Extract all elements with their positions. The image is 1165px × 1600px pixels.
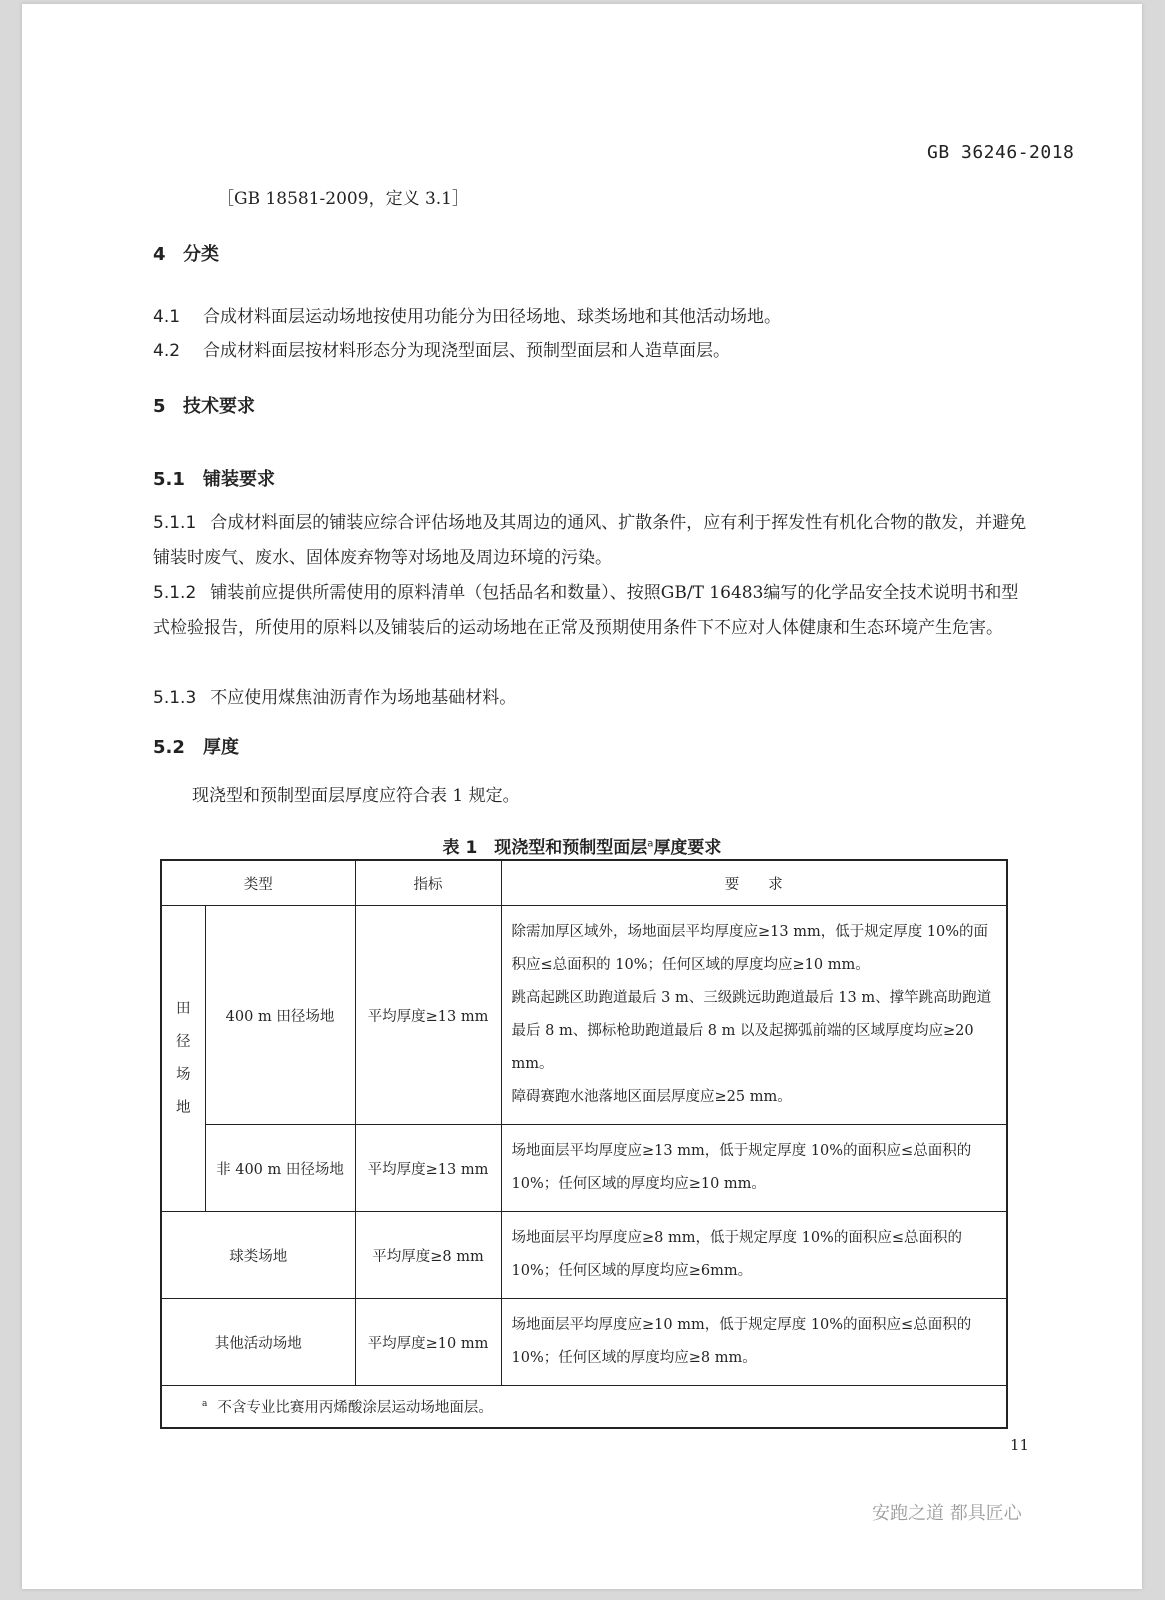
header-requirement: 要 求 [501, 860, 1007, 906]
section-title: 分类 [183, 244, 219, 265]
footnote-mark: a [202, 1399, 208, 1410]
section-title: 铺装要求 [203, 469, 275, 490]
para-number: 4.1 [153, 307, 181, 327]
row-type: 400 m 田径场地 [205, 906, 355, 1125]
para-5-1-3 [153, 681, 1033, 716]
table-row [161, 1299, 1007, 1386]
requirement-line: 除需加厚区域外，场地面层平均厚度应≥13 mm，低于规定厚度 10%的面积应≤总面积的 10%；任何区域的厚度均应≥10 mm。 [511, 924, 989, 973]
header-type: 类型 [161, 860, 355, 906]
table-row [161, 1212, 1007, 1299]
track-group-char: 地 [176, 1099, 191, 1116]
track-group-char: 田 [176, 1000, 191, 1017]
row-indicator: 平均厚度≥10 mm [355, 1299, 501, 1386]
requirement-line: 跳高起跳区助跑道最后 3 m、三级跳远助跑道最后 13 m、撑竿跳高助跑道最后 8 m、掷标枪助跑道最后 8 m 以及起掷弧前端的区域厚度均应≥20 mm。 [511, 990, 992, 1072]
para-4-1 [153, 302, 781, 327]
table-title-text: 表 1 现浇型和预制型面层 [442, 838, 648, 858]
para-text: 合成材料面层运动场地按使用功能分为田径场地、球类场地和其他活动场地。 [203, 307, 781, 327]
section-title: 技术要求 [183, 396, 255, 417]
section-number: 5.2 [153, 737, 185, 758]
section-5-heading [153, 392, 255, 418]
para-5-1-2 [153, 576, 1033, 646]
requirement-line: 障碍赛跑水池落地区面层厚度应≥25 mm。 [511, 1089, 792, 1105]
section-5-1-heading [153, 465, 275, 491]
table-row [161, 1125, 1007, 1212]
row-indicator: 平均厚度≥13 mm [355, 1125, 501, 1212]
thickness-requirements-table [160, 859, 1008, 1429]
row-type: 球类场地 [161, 1212, 355, 1299]
table-title-tail: 厚度要求 [653, 838, 722, 858]
para-number: 5.1.2 [153, 583, 197, 603]
section-number: 4 [153, 244, 166, 265]
para-number: 5.1.3 [153, 688, 197, 708]
track-group-char: 径 [176, 1033, 191, 1050]
row-indicator: 平均厚度≥8 mm [355, 1212, 501, 1299]
track-group-cell [161, 906, 205, 1212]
para-text: 铺装前应提供所需使用的原料清单（包括品名和数量）、按照GB/T 16483编写的化学品安全技术说明书和型式检验报告，所使用的原料以及铺装后的运动场地在正常及预期使用条件下不应对人体健康和生态环境产生危害。 [153, 583, 1019, 638]
requirement-line: 场地面层平均厚度应≥8 mm，低于规定厚度 10%的面积应≤总面积的 10%；任何区域的厚度均应≥6mm。 [511, 1230, 962, 1279]
section-5-2-heading [153, 733, 239, 759]
section-number: 5.1 [153, 469, 185, 490]
watermark: 安跑之道 都具匠心 [872, 1503, 1022, 1524]
para-number: 5.1.1 [153, 513, 197, 533]
section-4-heading [153, 240, 219, 266]
row-type: 非 400 m 田径场地 [205, 1125, 355, 1212]
header-indicator: 指标 [355, 860, 501, 906]
row-requirement [501, 1299, 1007, 1386]
requirement-line: 场地面层平均厚度应≥10 mm，低于规定厚度 10%的面积应≤总面积的 10%；任何区域的厚度均应≥8 mm。 [511, 1317, 972, 1366]
row-requirement [501, 1125, 1007, 1212]
para-4-2 [153, 336, 730, 361]
section-number: 5 [153, 396, 166, 417]
para-number: 4.2 [153, 341, 181, 361]
table-row [161, 906, 1007, 1125]
page-number: 11 [1010, 1436, 1030, 1454]
reference-line: ［GB 18581-2009，定义 3.1］ [217, 189, 470, 209]
requirement-line: 场地面层平均厚度应≥13 mm，低于规定厚度 10%的面积应≤总面积的 10%；任何区域的厚度均应≥10 mm。 [511, 1143, 972, 1192]
para-text: 不应使用煤焦油沥青作为场地基础材料。 [210, 688, 517, 708]
table-title-footnote-mark: a [647, 838, 654, 850]
para-text: 合成材料面层的铺装应综合评估场地及其周边的通风、扩散条件，应有利于挥发性有机化合物的散发，并避免铺装时废气、废水、固体废弃物等对场地及周边环境的污染。 [153, 513, 1027, 568]
para-5-1-1 [153, 506, 1033, 576]
document-number: GB 36246-2018 [927, 142, 1075, 163]
footnote-text: 不含专业比赛用丙烯酸涂层运动场地面层。 [217, 1400, 493, 1416]
para-5-2-intro: 现浇型和预制型面层厚度应符合表 1 规定。 [192, 786, 520, 806]
table-footnote [161, 1386, 1007, 1429]
table-header-row [161, 860, 1007, 906]
row-type: 其他活动场地 [161, 1299, 355, 1386]
para-text: 合成材料面层按材料形态分为现浇型面层、预制型面层和人造草面层。 [203, 341, 730, 361]
row-requirement [501, 1212, 1007, 1299]
track-group-char: 场 [176, 1066, 191, 1083]
section-title: 厚度 [203, 737, 239, 758]
document-page [22, 4, 1142, 1589]
table-footnote-row [161, 1386, 1007, 1429]
row-requirement [501, 906, 1007, 1125]
row-indicator: 平均厚度≥13 mm [355, 906, 501, 1125]
table-title [22, 833, 1142, 858]
